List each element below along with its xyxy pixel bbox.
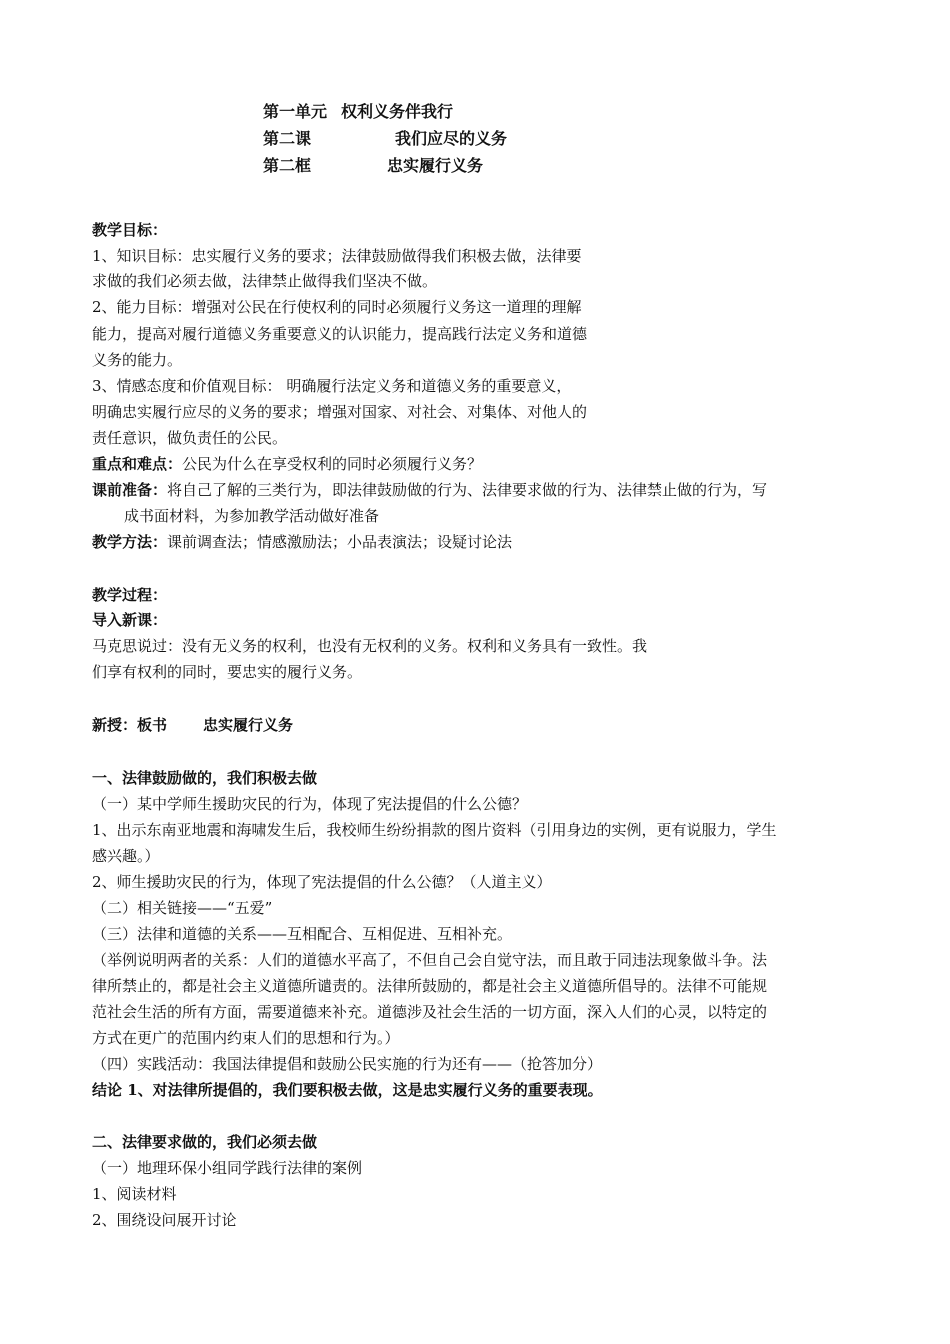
- section-1-item: （举例说明两者的关系：人们的道德水平高了，不但自己会自觉守法，而且敢于同违法现象做斗争。法: [92, 951, 768, 969]
- new-text: 忠实履行义务: [203, 716, 294, 734]
- preparation: [92, 479, 767, 501]
- key-label: 重点和难点：: [92, 455, 183, 473]
- section-1-heading: 一、法律鼓励做的，我们积极去做: [92, 769, 318, 787]
- section-1-item: （二）相关链接——“五爱”: [92, 899, 273, 917]
- goals-line: 明确忠实履行应尽的义务的要求；增强对国家、对社会、对集体、对他人的: [92, 403, 588, 421]
- section-1-conclusion: 结论 1、对法律所提倡的，我们要积极去做，这是忠实履行义务的重要表现。: [92, 1081, 603, 1099]
- section-2-item: 1、阅读材料: [92, 1185, 177, 1203]
- goals-heading: 教学目标：: [92, 221, 168, 239]
- frame-title: [263, 154, 483, 178]
- section-1-item: 律所禁止的，都是社会主义道德所谴责的。法律所鼓励的，都是社会主义道德所倡导的。法律不可能规: [92, 977, 768, 995]
- new-lesson: [92, 714, 293, 736]
- section-2-heading: 二、法律要求做的，我们必须去做: [92, 1133, 318, 1151]
- goals-line: 1、知识目标：忠实履行义务的要求；法律鼓励做得我们积极去做，法律要: [92, 247, 582, 265]
- section-2-item: 2、围绕设问展开讨论: [92, 1211, 237, 1229]
- teaching-method: [92, 531, 512, 553]
- goals-line: 2、能力目标：增强对公民在行使权利的同时必须履行义务这一道理的理解: [92, 298, 582, 316]
- unit-label: 第一单元: [263, 102, 328, 121]
- section-1-item: 感兴趣。）: [92, 847, 160, 865]
- unit-name: 权利义务伴我行: [341, 102, 454, 121]
- lesson-name: 我们应尽的义务: [395, 129, 508, 148]
- prep-continuation: 成书面材料，为参加教学活动做好准备: [124, 507, 380, 525]
- lesson-label: 第二课: [263, 129, 312, 148]
- section-1-item: （三）法律和道德的关系——互相配合、互相促进、互相补充。: [92, 925, 513, 943]
- section-1-item: 范社会生活的所有方面，需要道德来补充。道德涉及社会生活的一切方面，深入人们的心灵，以特定的: [92, 1003, 768, 1021]
- lesson-title: [263, 127, 507, 151]
- method-label: 教学方法：: [92, 533, 168, 551]
- method-text: 课前调查法；情感激励法；小品表演法；设疑讨论法: [167, 533, 513, 551]
- section-1-item: （四）实践活动：我国法律提倡和鼓励公民实施的行为还有——（抢答加分）: [92, 1055, 603, 1073]
- prep-label: 课前准备：: [92, 481, 168, 499]
- goals-line: 责任意识，做负责任的公民。: [92, 429, 288, 447]
- unit-title: [263, 100, 453, 124]
- intro-heading: 导入新课：: [92, 611, 168, 629]
- section-1-item: 2、师生援助灾民的行为，体现了宪法提倡的什么公德？（人道主义）: [92, 873, 552, 891]
- intro-line: 马克思说过：没有无义务的权利，也没有无权利的义务。权利和义务具有一致性。我: [92, 637, 648, 655]
- prep-text: 将自己了解的三类行为，即法律鼓励做的行为、法律要求做的行为、法律禁止做的行为，写: [167, 481, 768, 499]
- section-1-item: 方式在更广的范围内约束人们的思想和行为。）: [92, 1029, 400, 1047]
- section-1-item: （一）某中学师生援助灾民的行为，体现了宪法提倡的什么公德？: [92, 795, 528, 813]
- goals-line: 义务的能力。: [92, 351, 183, 369]
- process-heading: 教学过程：: [92, 586, 168, 604]
- frame-name: 忠实履行义务: [387, 156, 484, 175]
- key-text: 公民为什么在享受权利的同时必须履行义务？: [182, 455, 483, 473]
- key-points: [92, 453, 482, 475]
- section-1-item: 1、出示东南亚地震和海啸发生后，我校师生纷纷捐款的图片资料（引用身边的实例，更有说服力，学生: [92, 821, 777, 839]
- new-label: 新授：板书: [92, 716, 168, 734]
- goals-line: 求做的我们必须去做，法律禁止做得我们坚决不做。: [92, 272, 438, 290]
- intro-line: 们享有权利的同时，要忠实的履行义务。: [92, 663, 363, 681]
- section-2-item: （一）地理环保小组同学践行法律的案例: [92, 1159, 363, 1177]
- frame-label: 第二框: [263, 156, 312, 175]
- goals-line: 3、情感态度和价值观目标： 明确履行法定义务和道德义务的重要意义，: [92, 377, 572, 395]
- goals-line: 能力，提高对履行道德义务重要意义的认识能力，提高践行法定义务和道德: [92, 325, 588, 343]
